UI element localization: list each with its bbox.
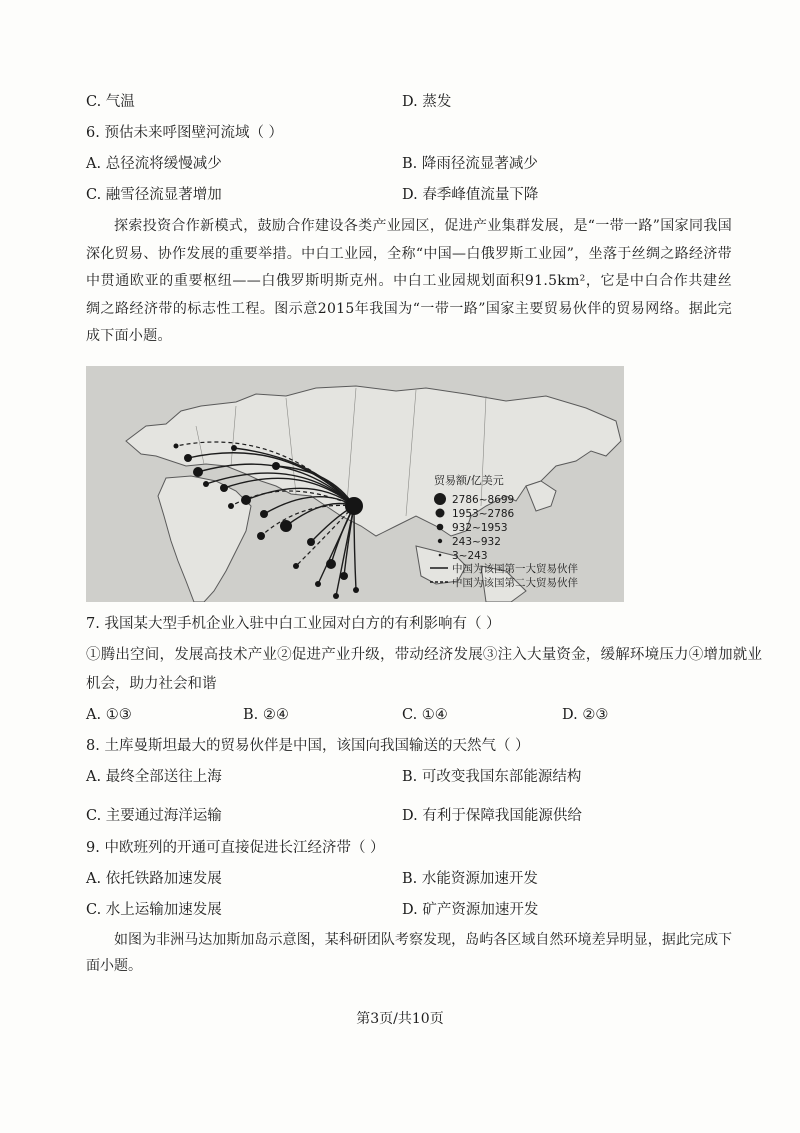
q5-option-c: C. 气温: [86, 94, 135, 110]
page-number: 第3页/共10页: [356, 1011, 444, 1027]
q8-option-d: D. 有利于保障我国能源供给: [402, 808, 582, 824]
q9-option-d: D. 矿产资源加速开发: [402, 902, 539, 918]
q8-stem: 8. 土库曼斯坦最大的贸易伙伴是中国，该国向我国输送的天然气（ ）: [86, 738, 530, 754]
passage-industrial-park: 探索投资合作新模式，鼓励合作建设各类产业园区，促进产业集群发展，是“一带一路”国家同我国深化贸易、协作发展的重要举措。中白工业园，全称“中国—白俄罗斯工业园”，坐落于丝绸之路经济带中贯通欧亚的重要枢纽——白俄罗斯明斯克州。中白工业园规划面积91.5km²，它是中白合作共建丝绸之路经济带的标志性工程。图示意2015年我国为“一带一路”国家主要贸易伙伴的贸易网络。据此完成下面小题。: [86, 218, 732, 344]
legend-size-5: [439, 554, 442, 557]
q7-option-b: B. ②④: [243, 707, 289, 723]
legend-title: 贸易额/亿美元: [434, 474, 504, 487]
q5-option-d: D. 蒸发: [402, 94, 452, 110]
legend-item-1: 2786~8699: [452, 494, 515, 506]
q6-option-a: A. 总径流将缓慢减少: [86, 156, 222, 172]
legend-size-2: [436, 509, 445, 518]
q6-option-d: D. 春季峰值流量下降: [402, 187, 539, 203]
q9-option-b: B. 水能资源加速开发: [402, 871, 538, 887]
q9-option-a: A. 依托铁路加速发展: [86, 871, 222, 887]
q7-stem: 7. 我国某大型手机企业入驻中白工业园对白方的有利影响有（ ）: [86, 616, 501, 632]
q6-option-c: C. 融雪径流显著增加: [86, 187, 222, 203]
q8-option-a: A. 最终全部送往上海: [86, 769, 222, 785]
passage-madagascar: 如图为非洲马达加斯加岛示意图，某科研团队考察发现，岛屿各区域自然环境差异明显，据此完成下面小题。: [86, 932, 732, 974]
japan-korea-landmass: [526, 481, 556, 511]
africa-landmass: [158, 476, 251, 602]
legend-item-5: 3~243: [452, 550, 488, 562]
q7-option-a: A. ①③: [86, 707, 132, 723]
q7-option-d: D. ②③: [562, 707, 609, 723]
q9-stem: 9. 中欧班列的开通可直接促进长江经济带（ ）: [86, 840, 385, 856]
q7-option-c: C. ①④: [402, 707, 448, 723]
china-node: [345, 497, 363, 515]
legend-size-3: [437, 524, 444, 531]
q7-statements-line2: 机会，助力社会和谐: [86, 676, 217, 692]
q9-option-c: C. 水上运输加速发展: [86, 902, 222, 918]
trade-network-map: [86, 366, 624, 602]
legend-size-4: [438, 539, 442, 543]
q6-option-b: B. 降雨径流显著减少: [402, 156, 538, 172]
legend-item-4: 243~932: [452, 536, 501, 548]
legend-second-partner: 中国为该国第二大贸易伙伴: [452, 577, 578, 589]
legend-size-1: [434, 493, 446, 505]
q8-option-b: B. 可改变我国东部能源结构: [402, 769, 582, 785]
q7-statements-line1: ①腾出空间，发展高技术产业②促进产业升级，带动经济发展③注入大量资金，缓解环境压力④增加就业: [86, 647, 763, 663]
legend-item-2: 1953~2786: [452, 508, 515, 520]
q6-stem: 6. 预估未来呼图壁河流域（ ）: [86, 125, 284, 141]
legend-first-partner: 中国为该国第一大贸易伙伴: [452, 563, 578, 575]
q8-option-c: C. 主要通过海洋运输: [86, 808, 222, 824]
legend-item-3: 932~1953: [452, 522, 508, 534]
